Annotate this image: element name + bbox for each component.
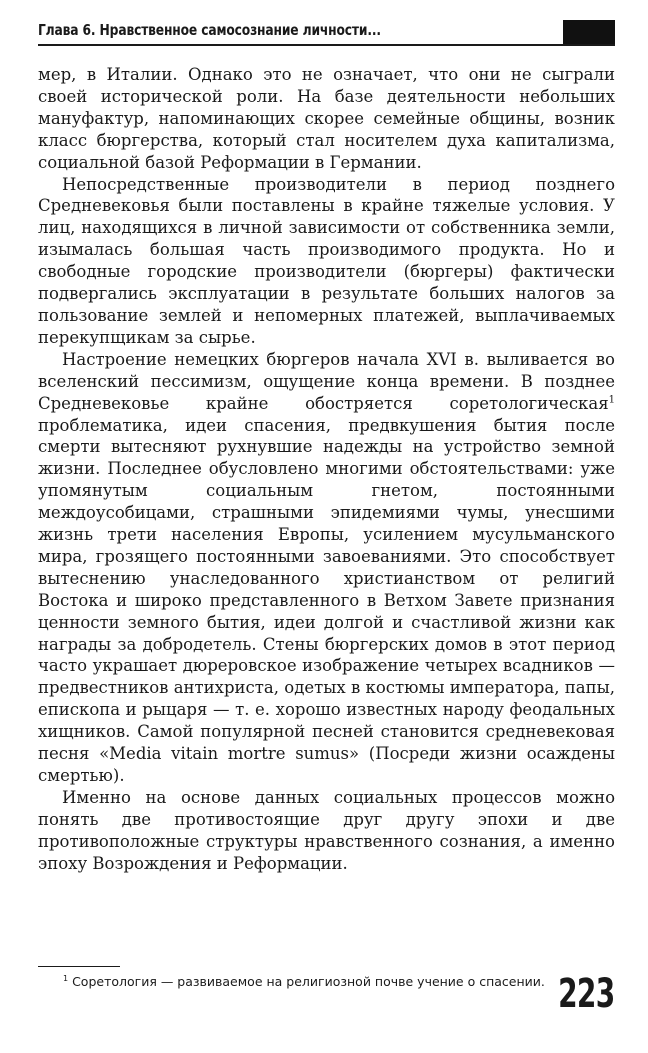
footnote-reference[interactable]: 1 xyxy=(608,394,615,406)
running-header xyxy=(38,20,615,44)
footnote-separator xyxy=(38,966,120,967)
footnote-number: 1 xyxy=(63,973,69,983)
header-rule xyxy=(38,44,615,46)
paragraph: Непосредственные производители в период позднего Средневековья были поставлены в крайне тяжелые условия. У лиц, находящихся в личной зависимости от собственника земли, изымалась большая часть производимого продукта. Но и свободные городские производители (бюргеры) фактически подвергались эксплуатации в результате больших налогов за пользование землей и непомерных платежей, выплачиваемых перекупщикам за сырье. xyxy=(38,174,615,347)
paragraph-with-footnote xyxy=(38,349,615,787)
paragraph-continued: мер, в Италии. Однако это не означает, что они не сыграли своей исторической роли. На базе деятельности небольших мануфактур, напоминающих скорее семейные общины, возник класс бюргерства, который стал носителем духа капитализма, социальной базой Реформации в Германии. xyxy=(38,65,615,172)
main-text xyxy=(38,64,615,875)
paragraph-text-after-note: проблематика, идеи спасения, предвкушения бытия после смерти вытесняют рухнувшие надежды на устройство земной жизни. Последнее обусловлено многими обстоятельствами: уже упомянутым социальным гнетом, постоянными междоусобицами, страшными эпидемиями чумы, унесшими жизнь трети населения Европы, усилением мусульманского мира, грозящего постоянными завоеваниями. Это способствует вытеснению унаследованного христианством от религий Востока и широко представленного в Ветхом Завете признания ценности земного бытия, идеи долгой и счастливой жизни как награды за добродетель. Стены бюргерских домов в этот период часто украшает дюреровское изображение четырех всадников — предвестников антихриста, одетых в костюмы императора, папы, епископа и рыцаря — т. е. хорошо известных народу феодальных хищников. Самой популярной песней становится средневековая песня «Media vitain mortre sumus» (Посреди жизни осаждены смертью). xyxy=(38,415,615,785)
footnote-text: Соретология — развиваемое на религиозной почве учение о спасении. xyxy=(68,974,545,989)
footnote xyxy=(38,973,558,991)
page-number: 223 xyxy=(557,971,614,1017)
paragraph-text-before-note: Настроение немецких бюргеров начала XVI в. выливается во вселенский пессимизм, ощущение конца времени. В позднее Средневековье крайне обостряется соретологическая xyxy=(38,349,615,413)
chapter-title: Глава 6. Нравственное самосознание личности... xyxy=(38,21,381,39)
paragraph: Именно на основе данных социальных процессов можно понять две противостоящие друг другу эпохи и две противоположные структуры нравственного сознания, а именно эпоху Возрождения и Реформации. xyxy=(38,787,615,873)
header-black-block xyxy=(563,20,615,46)
